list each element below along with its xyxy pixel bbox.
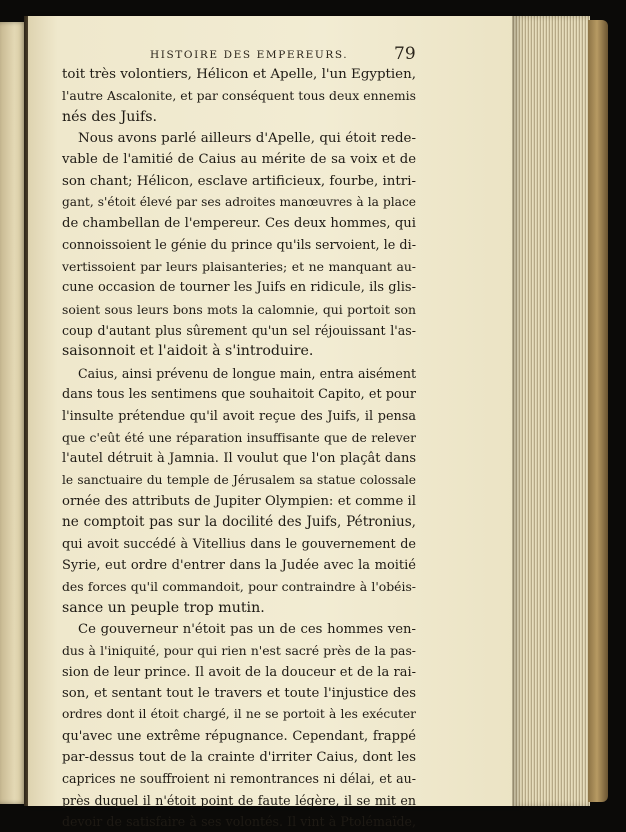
text-line: Caius, ainsi prévenu de longue main, entra aisément — [78, 365, 416, 381]
text-line: connoissoient le génie du prince qu'ils servoient, le di- — [62, 237, 416, 253]
text-line: gant, s'étoit élevé par ses adroites manœuvres à la place — [62, 195, 416, 210]
text-line: par-dessus tout de la crainte d'irriter Caius, dont les — [62, 750, 416, 765]
text-line: de chambellan de l'empereur. Ces deux hommes, qui — [62, 216, 416, 232]
text-line: toit très volontiers, Hélicon et Apelle, l'un Egyptien, — [62, 67, 416, 82]
text-line: ornée des attributs de Jupiter Olympien: et comme il — [62, 493, 416, 509]
page-number: 79 — [394, 44, 416, 64]
text-line: ne comptoit pas sur la docilité des Juifs, Pétronius, — [62, 514, 416, 531]
text-line: soient sous leurs bons mots la calomnie, qui portoit son — [62, 301, 416, 317]
text-line: Ce gouverneur n'étoit pas un de ces hommes ven- — [78, 621, 416, 637]
left-page-edge — [0, 22, 26, 804]
text-line: le sanctuaire du temple de Jérusalem sa statue colossale — [62, 472, 416, 487]
text-line: qui avoit succédé à Vitellius dans le gouvernement de — [62, 536, 416, 552]
text-line: nés des Juifs. — [62, 108, 157, 125]
text-line: l'autel détruit à Jamnia. Il voulut que l'on plaçât dans — [62, 451, 416, 467]
page-stack-edges — [512, 16, 590, 806]
text-line: cune occasion de tourner les Juifs en ridicule, ils glis- — [62, 280, 416, 296]
text-line: devoir de satisfaire à ses volontés. Il vint à Ptolémaïde, — [62, 814, 416, 830]
text-line: vable de l'amitié de Caius au mérite de sa voix et de — [62, 152, 416, 168]
text-line: vertissoient par leurs plaisanteries; et ne manquant au- — [62, 259, 416, 275]
text-line: qu'avec une extrême répugnance. Cependant, frappé — [62, 728, 416, 744]
book-cover-edge — [588, 20, 608, 802]
text-line: près duquel il n'étoit point de faute légère, il se mit en — [62, 792, 416, 808]
text-line: dans tous les sentimens que souhaitoit Capito, et pour — [62, 387, 416, 403]
text-line: dus à l'iniquité, pour qui rien n'est sacré près de la pas- — [62, 643, 416, 659]
text-line: coup d'autant plus sûrement qu'un sel réjouissant l'as- — [62, 323, 416, 339]
text-line: Nous avons parlé ailleurs d'Apelle, qui étoit rede- — [78, 131, 416, 147]
text-line: Syrie, eut ordre d'entrer dans la Judée avec la moitié — [62, 557, 416, 573]
body-text — [62, 64, 416, 832]
text-line: l'insulte prétendue qu'il avoit reçue des Juifs, il pensa — [62, 408, 416, 424]
text-line: sion de leur prince. Il avoit de la douceur et de la rai- — [62, 664, 416, 680]
text-line: son, et sentant tout le travers et toute l'injustice des — [62, 685, 416, 701]
text-line: sance un peuple trop mutin. — [62, 599, 265, 616]
text-line: saisonnoit et l'aidoit à s'introduire. — [62, 343, 314, 360]
text-line: des forces qu'il commandoit, pour contraindre à l'obéis- — [62, 579, 416, 595]
text-line: caprices ne souffroient ni remontrances ni délai, et au- — [62, 771, 416, 787]
text-line: l'autre Ascalonite, et par conséquent tous deux ennemis — [62, 88, 416, 104]
text-line: ordres dont il étoit chargé, il ne se portoit à les exécuter — [62, 707, 416, 722]
text-line: son chant; Hélicon, esclave artificieux, fourbe, intri- — [62, 173, 416, 189]
text-line: que c'eût été une réparation insuffisante que de relever — [62, 429, 416, 445]
running-head: HISTOIRE DES EMPEREURS. — [150, 49, 349, 61]
